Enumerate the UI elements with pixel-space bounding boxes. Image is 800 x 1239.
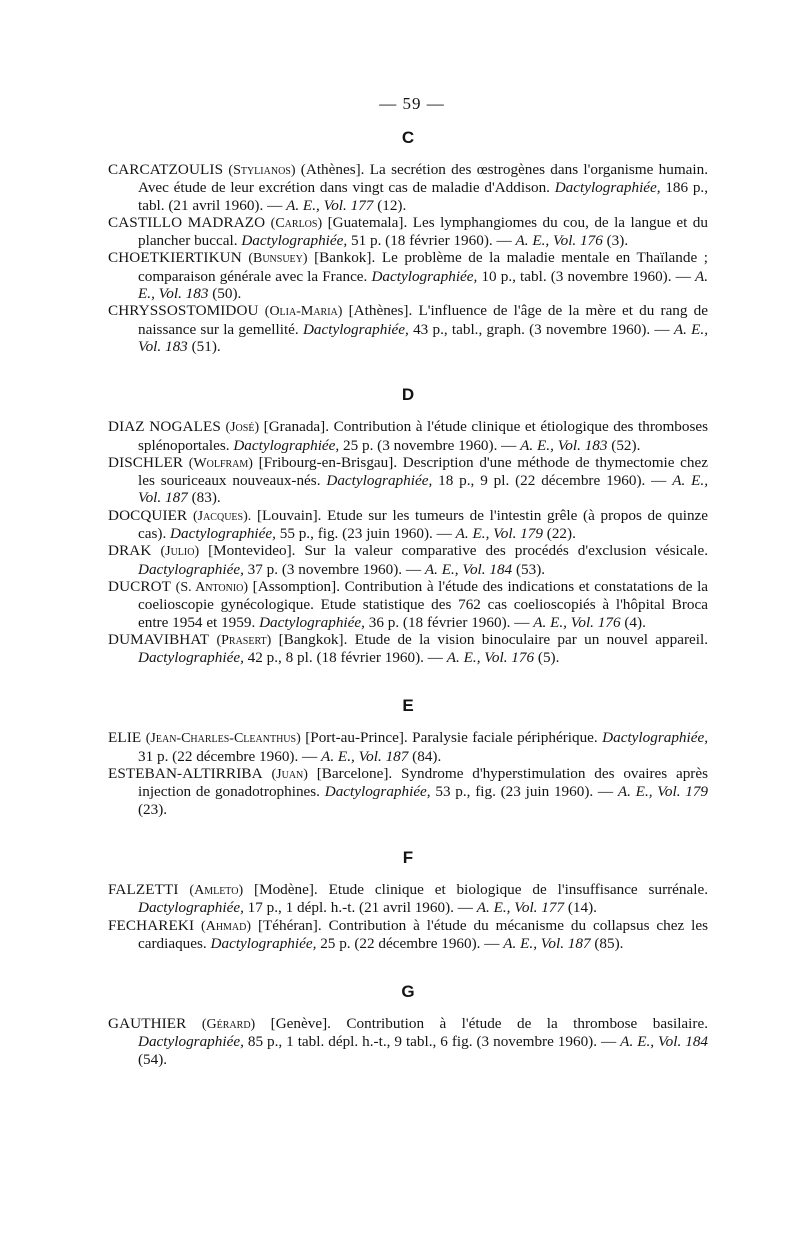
- entry-title: Le problème de la maladie mentale en Thaïlande ; comparaison générale avec la France.: [138, 249, 708, 285]
- index-entry: [108, 507, 708, 543]
- author-surname: FECHAREKI: [108, 916, 195, 934]
- entry-details: 10 p., tabl. (3 novembre 1960). —: [481, 267, 691, 285]
- entry-title: L'influence de l'âge de la mère et du rang de naissance sur la gemellité.: [138, 302, 709, 338]
- entry-place: [Genève].: [270, 1015, 331, 1033]
- entry-format: Dactylographiée,: [324, 783, 431, 801]
- entry-place: [Assomption].: [252, 577, 340, 595]
- author-surname: DISCHLER: [108, 453, 184, 471]
- index-entry: [108, 729, 708, 765]
- index-entry: [108, 302, 708, 355]
- author-surname: ELIE: [108, 729, 142, 747]
- entry-number: (52).: [611, 436, 641, 454]
- entry-reference: A. E., Vol. 187: [321, 747, 409, 765]
- entry-format: Dactylographiée,: [554, 179, 661, 197]
- index-entry: [108, 542, 708, 578]
- author-given-name: (Jean-Charles-Cleanthus): [145, 731, 301, 747]
- entry-title: Contribution à l'étude du mécanisme du collapsus chez les cardiaques.: [138, 916, 709, 952]
- entry-format: Dactylographiée,: [210, 934, 317, 952]
- section-f: [108, 848, 708, 952]
- entry-format: Dactylographiée,: [326, 472, 433, 490]
- entry-title: Contribution à l'étude de la thrombose basilaire.: [346, 1015, 708, 1033]
- entry-number: (50).: [212, 285, 242, 303]
- entry-number: (83).: [191, 489, 221, 507]
- author-given-name: (Ahmad): [201, 918, 252, 934]
- index-entry: [108, 214, 708, 250]
- entry-reference: A. E., Vol. 184: [620, 1033, 709, 1051]
- index-entry: [108, 881, 708, 917]
- author-surname: ESTEBAN-ALTIRRIBA: [108, 765, 263, 783]
- index-entry: [108, 917, 708, 953]
- entry-reference: A. E., Vol. 183: [520, 436, 608, 454]
- page-number: — 59 —: [379, 94, 445, 113]
- entry-number: (54).: [138, 1050, 168, 1068]
- entry-format: Dactylographiée,: [233, 436, 340, 454]
- entry-title: Syndrome d'hyperstimulation des ovaires après injection de gonadotrophines.: [138, 765, 709, 801]
- author-surname: DOCQUIER: [108, 506, 188, 524]
- author-given-name: (Amleto): [189, 882, 244, 898]
- author-surname: CASTILLO MADRAZO: [108, 213, 266, 231]
- entry-number: (5).: [537, 649, 560, 667]
- section-d: [108, 385, 708, 666]
- entry-place: [Téhéran].: [257, 916, 322, 934]
- index-sections: [108, 128, 708, 1068]
- entry-number: (4).: [624, 613, 646, 631]
- entry-place: [Louvain].: [256, 506, 322, 524]
- entry-title: Etude sur les tumeurs de l'intestin grêle (à propos de quinze cas).: [138, 506, 709, 543]
- entry-reference: A. E., Vol. 176: [533, 613, 621, 631]
- index-entry: [108, 1015, 708, 1068]
- entry-number: (51).: [191, 337, 221, 355]
- author-surname: CARCATZOULIS: [108, 161, 224, 178]
- author-surname: CHOETKIERTIKUN: [108, 249, 242, 267]
- entry-number: (12).: [377, 196, 407, 214]
- entry-place: [Bangkok].: [278, 630, 348, 648]
- author-surname: DUMAVIBHAT: [108, 630, 210, 648]
- entry-details: 25 p. (3 novembre 1960). —: [343, 436, 517, 454]
- entry-reference: A. E., Vol. 183: [138, 320, 709, 355]
- entry-details: 51 p. (18 février 1960). —: [350, 232, 512, 250]
- entry-place: [Fribourg-en-Brisgau].: [258, 453, 398, 471]
- entry-details: 42 p., 8 pl. (18 février 1960). —: [247, 649, 443, 667]
- entry-reference: A. E., Vol. 187: [138, 472, 709, 507]
- entry-format: Dactylographiée,: [302, 320, 409, 338]
- author-surname: FALZETTI: [108, 880, 179, 898]
- entry-format: Dactylographiée,: [602, 729, 709, 747]
- entry-details: 186 p., tabl. (21 avril 1960). —: [138, 179, 709, 214]
- author-given-name: (Bunsuey): [248, 251, 308, 267]
- entry-title: Contribution à l'étude clinique et étiologique des thromboses splénoportales.: [138, 418, 709, 454]
- entry-number: (85).: [594, 934, 624, 952]
- author-given-name: (Olia-Maria): [264, 304, 343, 320]
- index-entry: [108, 454, 708, 507]
- entry-number: (3).: [606, 232, 629, 250]
- entry-details: 55 p., fig. (23 juin 1960). —: [279, 525, 452, 543]
- entry-details: 43 p., tabl., graph. (3 novembre 1960). —: [413, 320, 670, 338]
- author-given-name: (Wolfram): [188, 455, 253, 471]
- entry-details: 36 p. (18 février 1960). —: [368, 613, 530, 631]
- entry-reference: A. E., Vol. 179: [455, 525, 543, 543]
- author-given-name: (Jacques).: [192, 508, 252, 524]
- author-given-name: (Prasert): [216, 632, 272, 648]
- entry-format: Dactylographiée,: [138, 899, 244, 917]
- entry-place: [Granada].: [263, 418, 330, 436]
- entry-format: Dactylographiée,: [138, 1033, 244, 1051]
- author-surname: DRAK: [108, 542, 152, 560]
- entry-details: 18 p., 9 pl. (22 décembre 1960). —: [438, 472, 667, 490]
- section-c: [108, 128, 708, 355]
- author-given-name: (Julio): [160, 544, 200, 560]
- author-given-name: (Juan): [271, 767, 308, 783]
- entry-place: [Modène].: [254, 880, 318, 898]
- entry-number: (14).: [567, 899, 597, 917]
- entry-reference: A. E., Vol. 179: [617, 783, 709, 801]
- entry-title: Les lymphangiomes du cou, de la langue et du plancher buccal.: [138, 213, 708, 250]
- section-letter: C: [401, 128, 415, 147]
- author-given-name: (Gérard): [201, 1017, 256, 1033]
- author-given-name: (Carlos): [270, 215, 323, 231]
- entry-format: Dactylographiée,: [138, 649, 244, 667]
- entry-reference: A. E., Vol. 176: [515, 232, 603, 250]
- author-surname: GAUTHIER: [108, 1015, 187, 1033]
- entry-reference: A. E., Vol. 183: [138, 267, 709, 303]
- entry-number: (22).: [546, 525, 576, 543]
- entry-format: Dactylographiée,: [259, 613, 365, 631]
- entry-title: Etude de la vision binoculaire par un nouvel appareil.: [354, 630, 708, 648]
- entry-details: 53 p., fig. (23 juin 1960). —: [435, 783, 614, 801]
- entry-place: [Athènes].: [348, 302, 413, 320]
- entry-format: Dactylographiée,: [241, 232, 348, 250]
- author-given-name: (Stylianos): [228, 163, 296, 178]
- entry-details: 31 p. (22 décembre 1960). —: [138, 747, 318, 765]
- entry-title: Sur la valeur comparative des procédés d'exclusion vésicale.: [304, 542, 709, 560]
- entry-title: Description d'une méthode de thymectomie chez les souriceaux nouveaux-nés.: [138, 453, 708, 490]
- entry-title: Etude clinique et biologique de l'insuffisance surrénale.: [328, 880, 709, 898]
- section-letter: D: [401, 385, 415, 405]
- entry-title: Paralysie faciale périphérique.: [412, 729, 598, 747]
- entry-place: [Bankok].: [314, 249, 376, 267]
- index-entry: [108, 418, 708, 454]
- entry-format: Dactylographiée,: [170, 525, 276, 543]
- entry-details: 17 p., 1 dépl. h.-t. (21 avril 1960). —: [247, 899, 473, 917]
- section-letter: F: [402, 847, 414, 867]
- entry-number: (84).: [412, 747, 442, 765]
- entry-place: [Montevideo].: [208, 542, 296, 560]
- entry-details: 85 p., 1 tabl. dépl. h.-t., 9 tabl., 6 fig. (3 novembre 1960). —: [247, 1033, 617, 1051]
- author-surname: DUCROT: [108, 577, 172, 595]
- author-surname: CHRYSSOSTOMIDOU: [108, 302, 259, 320]
- section-e: [108, 696, 708, 817]
- author-given-name: (José): [225, 420, 260, 436]
- entry-place: [Port-au-Prince].: [305, 729, 408, 747]
- section-g: [108, 982, 708, 1068]
- entry-number: (23).: [138, 800, 168, 818]
- author-given-name: (S. Antonio): [175, 579, 249, 595]
- index-entry: [108, 631, 708, 667]
- index-entry: [108, 578, 708, 631]
- entry-place: [Barcelone].: [316, 765, 393, 783]
- entry-reference: A. E., Vol. 177: [286, 196, 374, 214]
- section-letter: E: [402, 696, 414, 716]
- entry-reference: A. E., Vol. 177: [476, 899, 565, 917]
- entry-format: Dactylographiée,: [371, 267, 478, 285]
- section-letter: G: [401, 982, 415, 1002]
- entry-reference: A. E., Vol. 187: [503, 934, 591, 952]
- entry-title: Contribution à l'étude des indications et constatations de la coelioscopie gynécologique. Etude statistique des 762 cas coelioscopiés à l'hôpital Broca entre 1954 et 1959.: [138, 577, 709, 631]
- entry-details: 37 p. (3 novembre 1960). —: [247, 560, 422, 578]
- index-entry: [108, 161, 708, 214]
- entry-number: (53).: [515, 560, 546, 578]
- entry-place: [Guatemala].: [327, 213, 408, 231]
- entry-reference: A. E., Vol. 176: [446, 649, 535, 667]
- entry-reference: A. E., Vol. 184: [424, 560, 513, 578]
- author-surname: DIAZ NOGALES: [108, 418, 221, 436]
- index-entry: [108, 249, 708, 302]
- entry-place: (Athènes].: [300, 161, 365, 178]
- entry-title: La secrétion des œstrogènes dans l'organisme humain. Avec étude de leur excrétion dans vingt cas de maladie d'Addison.: [138, 161, 708, 197]
- index-entry: [108, 765, 708, 818]
- entry-details: 25 p. (22 décembre 1960). —: [320, 934, 500, 952]
- entry-format: Dactylographiée,: [138, 560, 244, 578]
